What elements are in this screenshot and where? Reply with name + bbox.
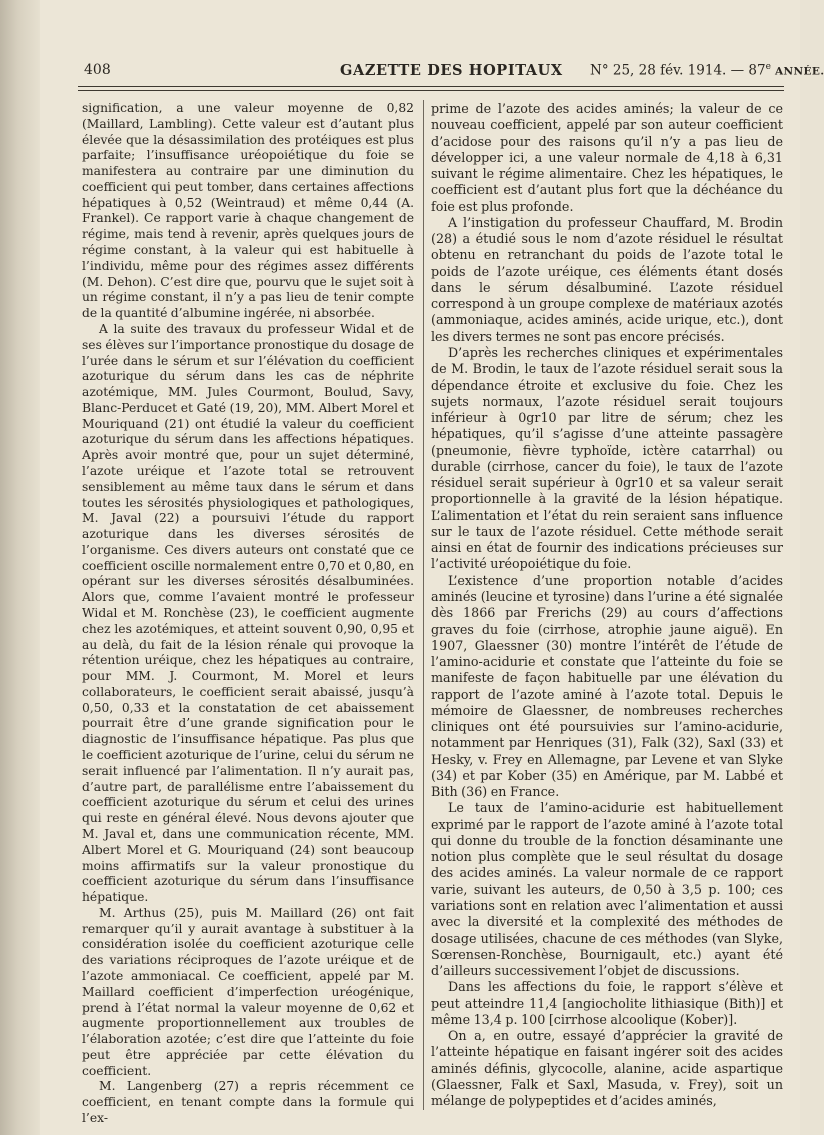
paragraph: signification, a une valeur moyenne de 0,82 (Maillard, Lambling). Cette valeur est d’autant plus élevée que la désassimilation des protéiques est plus parfaite; l’insuffisance uréopoiétique du foie se manifestera au contraire par une diminution du coefficient qui peut tomber, dans certaines affections hépatiques à 0,52 (Weintraud) et même 0,44 (A. Frankel). Ce rapport varie à chaque changement de régime, mais tend à revenir, après quelques jours de régime constant, à la valeur qui est habituelle à l’individu, même pour des régimes assez différents (M. Dehon). C’est dire que, pourvu que le sujet soit à un régime constant, il n’y a pas lieu de tenir compte de la quantité d’albumine ingérée, ni absorbée. bbox=[82, 101, 414, 321]
header-rule-bottom bbox=[78, 90, 784, 91]
column-divider bbox=[423, 100, 424, 1110]
paragraph: M. Langenberg (27) a repris récemment ce coefficient, en tenant compte dans la formule qui l’ex- bbox=[82, 1079, 414, 1125]
paragraph: Le taux de l’amino-acidurie est habituellement exprimé par le rapport de l’azote aminé à l’azote total qui donne du trouble de la fonction désaminante une notion plus complète que le seul résultat du dosage des acides aminés. La valeur normale de ce rapport varie, suivant les auteurs, de 0,50 à 3,5 p. 100; ces variations sont en relation avec l’alimentation et aussi avec la diversité et la complexité des méthodes de dosage utilisées, chacune de ces méthodes (van Slyke, Sœrensen-Ronchèse, Bournigault, etc.) ayant été d’ailleurs successivement l’objet de discussions. bbox=[431, 800, 783, 979]
paragraph: A la suite des travaux du professeur Widal et de ses élèves sur l’importance pronostique du dosage de l’urée dans le sérum et sur l’élévation du coefficient azoturique du sérum dans les cas de néphrite azotémique, MM. Jules Courmont, Boulud, Savy, Blanc-Perducet et Gaté (19, 20), MM. Albert Morel et Mouriquand (21) ont étudié la valeur du coefficient azoturique du sérum dans les affections hépatiques. Après avoir montré que, pour un sujet déterminé, l’azote uréique et l’azote total se retrouvent sensiblement au même taux dans le sérum et dans toutes les sérosités physiologiques et pathologiques, M. Javal (22) a poursuivi l’étude du rapport azoturique dans les diverses sérosités de l’organisme. Ces divers auteurs ont constaté que ce coefficient oscille normalement entre 0,70 et 0,80, en opérant sur les diverses sérosités désalbuminées. Alors que, comme l’avaient montré le professeur Widal et M. Ronchèse (23), le coefficient augmente chez les azotémiques, et atteint souvent 0,90, 0,95 et au delà, du fait de la lésion rénale qui provoque la rétention uréique, chez les hépatiques au contraire, pour MM. J. Courmont, M. Morel et leurs collaborateurs, le coefficient serait abaissé, jusqu’à 0,50, 0,33 et la constatation de cet abaissement pourrait être d’une grande signification pour le diagnostic de l’insuffisance hépatique. Pas plus que le coefficient azoturique de l’urine, celui du sérum ne serait influencé par l’alimentation. Il n’y aurait pas, d’autre part, de parallélisme entre l’abaissement du coefficient azoturique du sérum et celui des urines qui reste en général élevé. Nous devons ajouter que M. Javal et, dans une communication récente, MM. Albert Morel et G. Mouriquand (24) sont beaucoup moins affirmatifs sur la valeur pronostique du coefficient azoturique du sérum dans l’insuffisance hépatique. bbox=[82, 321, 414, 905]
journal-title: GAZETTE DES HOPITAUX bbox=[340, 62, 563, 79]
issue-year-label: ANNÉE. bbox=[770, 65, 824, 78]
paragraph: M. Arthus (25), puis M. Maillard (26) ont fait remarquer qu’il y aurait avantage à substituer à la considération isolée du coefficient azoturique celle des variations réciproques de l’azote uréique et de l’azote ammoniacal. Ce coefficient, appelé par M. Maillard coefficient d’imperfection uréogénique, prend à l’état normal la valeur moyenne de 0,62 et augmente proportionnellement aux troubles de l’élaboration azotée; c’est dire que l’atteinte du foie peut être appréciée par cette élévation du coefficient. bbox=[82, 905, 414, 1078]
page-number: 408 bbox=[84, 62, 111, 78]
paragraph: D’après les recherches cliniques et expérimentales de M. Brodin, le taux de l’azote résiduel serait sous la dépendance étroite et exclusive du foie. Chez les sujets normaux, l’azote résiduel serait toujours inférieur à 0gr10 par litre de sérum; chez les hépatiques, qu’il s’agisse d’une atteinte passagère (pneumonie, fièvre typhoïde, ictère catarrhal) ou durable (cirrhose, cancer du foie), le taux de l’azote résiduel serait supérieur à 0gr10 et sa valeur serait proportionnelle à la gravité de la lésion hépatique. L’alimentation et l’état du rein seraient sans influence sur le taux de l’azote résiduel. Cette méthode serait ainsi en état de fournir des indications précieuses sur l’activité uréopoiétique du foie. bbox=[431, 344, 783, 572]
right-column bbox=[431, 101, 783, 1109]
paragraph: On a, en outre, essayé d’apprécier la gravité de l’atteinte hépatique en faisant ingérer soit des acides aminés définis, glycocolle, alanine, acide aspartique (Glaessner, Falk et Saxl, Masuda, v. Frey), soit un mélange de polypeptides et d’acides aminés, bbox=[431, 1028, 783, 1109]
issue-superscript: e bbox=[765, 62, 771, 72]
left-column bbox=[82, 101, 414, 1127]
issue-date: N° 25, 28 fév. 1914. — 87 bbox=[590, 62, 766, 79]
running-header bbox=[78, 60, 824, 84]
paragraph: A l’instigation du professeur Chauffard, M. Brodin (28) a étudié sous le nom d’azote résiduel le résultat obtenu en retranchant du poids de l’azote total le poids de l’azote uréique, ces éléments étant dosés dans le sérum désalbuminé. L’azote résiduel correspond à un groupe complexe de matériaux azotés (ammoniaque, acides aminés, acide urique, etc.), dont les divers termes ne sont pas encore précisés. bbox=[431, 214, 783, 344]
page-binding-shadow bbox=[0, 0, 40, 1135]
issue-info bbox=[590, 62, 824, 79]
paragraph: Dans les affections du foie, le rapport s’élève et peut atteindre 11,4 [angiocholite lithiasique (Bith)] et même 13,4 p. 100 [cirrhose alcoolique (Kober)]. bbox=[431, 979, 783, 1027]
paragraph: prime de l’azote des acides aminés; la valeur de ce nouveau coefficient, appelé par son auteur coefficient d’acidose pour des raisons qu’il n’y a pas lieu de développer ici, a une valeur normale de 4,18 à 6,31 suivant le régime alimentaire. Chez les hépatiques, le coefficient est d’autant plus fort que la déchéance du foie est plus profonde. bbox=[431, 101, 783, 214]
header-rule-top bbox=[78, 86, 784, 87]
paragraph: L’existence d’une proportion notable d’acides aminés (leucine et tyrosine) dans l’urine a été signalée dès 1866 par Frerichs (29) au cours d’affections graves du foie (cirrhose, atrophie jaune aiguë). En 1907, Glaessner (30) montre l’intérêt de l’étude de l’amino-acidurie et constate que l’atteinte du foie se manifeste de façon habituelle par une élévation du rapport de l’azote aminé à l’azote total. Depuis le mémoire de Glaessner, de nombreuses recherches cliniques ont été poursuivies sur l’amino-acidurie, notamment par Henriques (31), Falk (32), Saxl (33) et Hesky, v. Frey en Allemagne, par Levene et van Slyke (34) et par Kober (35) en Amérique, par M. Labbé et Bith (36) en France. bbox=[431, 572, 783, 800]
